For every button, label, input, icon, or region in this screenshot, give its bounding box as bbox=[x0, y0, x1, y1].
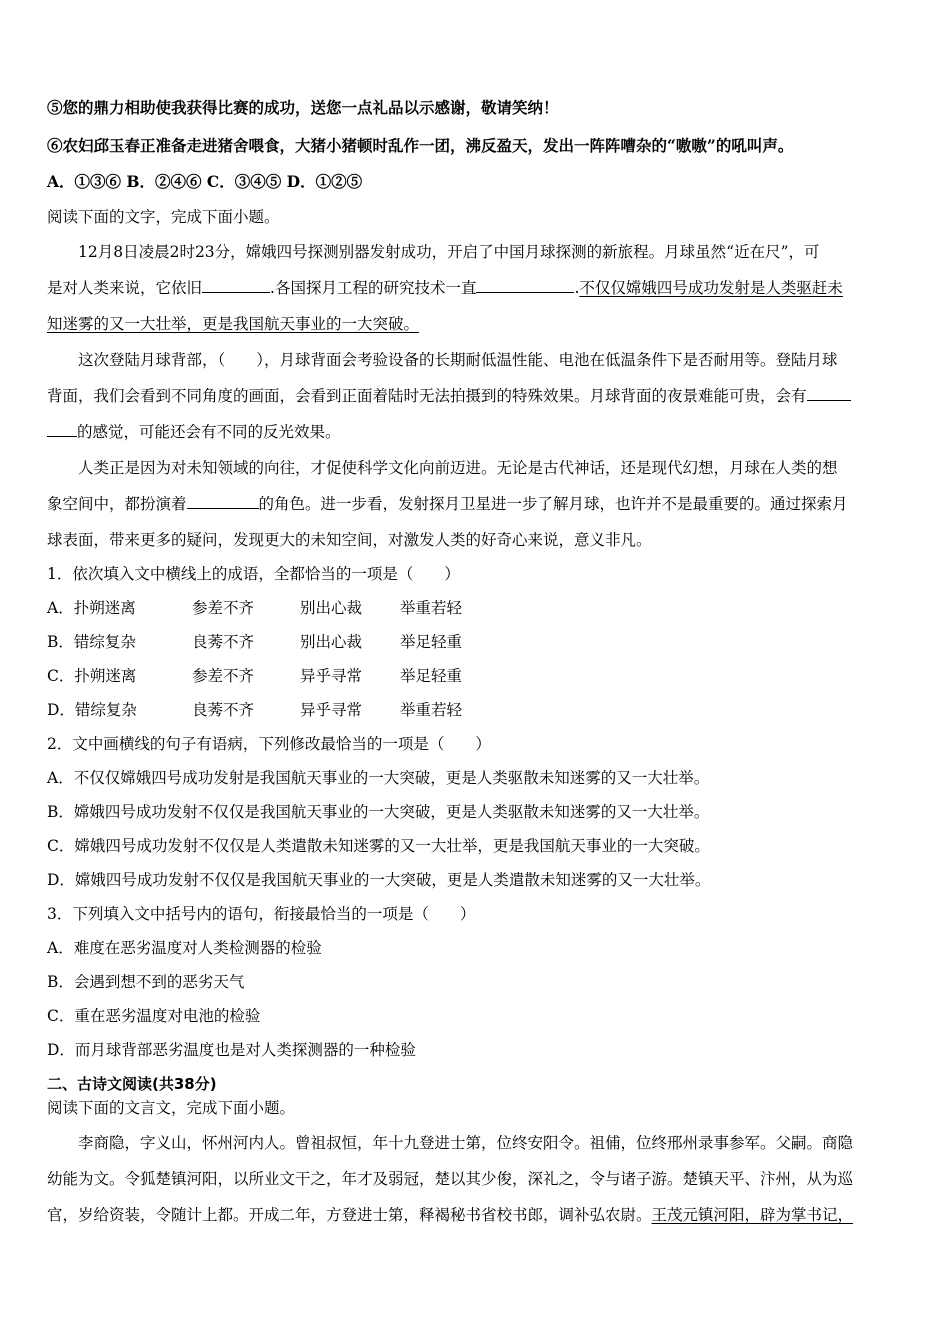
classical-line: 李商隐，字义山，怀州河内人。曾祖叔恒，年十九登进士第，位终安阳令。祖俌，位终邢州录事参军。父嗣。商隐 bbox=[78, 1134, 854, 1152]
item-6: ⑥农妇邱玉春正准备走进猪舍喂食，大猪小猪顿时乱作一团，沸反盈天，发出一阵阵嘈杂的“嗷嗷”的吼叫声。 bbox=[47, 136, 794, 155]
question-3-stem: 3．下列填入文中括号内的语句，衔接最恰当的一项是（ ） bbox=[47, 905, 476, 923]
reading-intro: 阅读下面的文字，完成下面小题。 bbox=[47, 208, 280, 226]
fill-blank bbox=[807, 384, 851, 401]
option-text: 参差不齐 bbox=[192, 599, 255, 617]
passage-line: 12月8日凌晨2时23分，嫦娥四号探测别器发射成功，开启了中国月球探测的新旅程。月球虽然“近在尺”，可 bbox=[78, 243, 820, 261]
passage-line: 球表面，带来更多的疑问，发现更大的未知空间，对激发人类的好奇心来说，意义非凡。 bbox=[47, 531, 652, 549]
question-2-option-c: C．嫦娥四号成功发射不仅仅是人类遣散未知迷雾的又一大壮举，更是我国航天事业的一大突破。 bbox=[47, 837, 710, 855]
passage-line: 人类正是因为对未知领域的向往，才促使科学文化向前迈进。无论是古代神话，还是现代幻想，月球在人类的想 bbox=[78, 459, 838, 477]
underlined-sentence: 不仅仅嫦娥四号成功发射是人类驱赶未 bbox=[579, 279, 843, 297]
option-text: 举重若轻 bbox=[400, 599, 463, 617]
option-text: 别出心裁 bbox=[300, 633, 363, 651]
question-3-option-a: A．难度在恶劣温度对人类检测器的检验 bbox=[47, 939, 322, 957]
question-1-stem: 1．依次填入文中横线上的成语，全都恰当的一项是（ ） bbox=[47, 565, 460, 583]
question-3-option-c: C．重在恶劣温度对电池的检验 bbox=[47, 1007, 261, 1025]
item-5: ⑤您的鼎力相助使我获得比赛的成功，送您一点礼品以示感谢，敬请笑纳！ bbox=[47, 98, 559, 117]
option-text: 异乎寻常 bbox=[300, 667, 363, 685]
option-text: 举足轻重 bbox=[400, 633, 463, 651]
passage-text: 背面，我们会看到不同角度的画面，会看到正面着陆时无法拍摄到的特殊效果。月球背面的夜景难能可贵，会有 bbox=[47, 387, 807, 405]
option-text: 异乎寻常 bbox=[300, 701, 363, 719]
passage-line bbox=[47, 312, 419, 336]
passage-text: 的感觉，可能还会有不同的反光效果。 bbox=[77, 423, 341, 441]
passage-text: 的角色。进一步看，发射探月卫星进一步了解月球，也许并不是最重要的。通过探索月 bbox=[258, 495, 848, 513]
section-intro: 阅读下面的文言文，完成下面小题。 bbox=[47, 1099, 296, 1117]
option-text: A．扑朔迷离 bbox=[47, 599, 136, 617]
passage-line bbox=[47, 384, 851, 408]
option-text: 举重若轻 bbox=[400, 701, 463, 719]
fill-blank bbox=[202, 276, 270, 293]
question-2-stem: 2．文中画横线的句子有语病，下列修改最恰当的一项是（ ） bbox=[47, 735, 491, 753]
question-1-option-b bbox=[47, 630, 462, 654]
option-text: 别出心裁 bbox=[300, 599, 363, 617]
option-text: C．扑朔迷离 bbox=[47, 667, 137, 685]
section-heading: 二、古诗文阅读(共38分) bbox=[47, 1075, 217, 1093]
classical-line bbox=[47, 1203, 853, 1227]
question-2-option-a: A．不仅仅嫦娥四号成功发射是我国航天事业的一大突破，更是人类驱散未知迷雾的又一大壮举。 bbox=[47, 769, 710, 787]
fill-blank bbox=[476, 276, 574, 293]
passage-text: . bbox=[574, 279, 580, 297]
option-text: D．错综复杂 bbox=[47, 701, 137, 719]
question-2-option-d: D．嫦娥四号成功发射不仅仅是我国航天事业的一大突破，更是人类遣散未知迷雾的又一大壮举。 bbox=[47, 871, 711, 889]
answer-choices: A．①③⑥ B．②④⑥ C．③④⑤ D．①②⑤ bbox=[47, 172, 363, 191]
option-text: 良莠不齐 bbox=[192, 701, 255, 719]
passage-text: 是对人类来说，它依旧 bbox=[47, 279, 203, 297]
option-text: 良莠不齐 bbox=[192, 633, 255, 651]
fill-blank bbox=[187, 492, 259, 509]
option-text: 参差不齐 bbox=[192, 667, 255, 685]
fill-blank bbox=[47, 420, 77, 437]
question-1-option-a bbox=[47, 596, 462, 620]
passage-line: 这次登陆月球背部，（ ），月球背面会考验设备的长期耐低温性能、电池在低温条件下是否耐用等。登陆月球 bbox=[78, 351, 838, 369]
passage-text: 象空间中，都扮演着 bbox=[47, 495, 187, 513]
underlined-sentence: 王茂元镇河阳，辟为掌书记， bbox=[651, 1206, 854, 1224]
question-3-option-d: D．而月球背部恶劣温度也是对人类探测器的一种检验 bbox=[47, 1041, 416, 1059]
passage-line bbox=[47, 276, 843, 300]
classical-text: 官，岁给资装，令随计上都。开成二年，方登进士第，释褐秘书省校书郎，调补弘农尉。 bbox=[47, 1206, 652, 1224]
passage-line bbox=[47, 492, 848, 516]
underlined-sentence: 知迷雾的又一大壮举，更是我国航天事业的一大突破。 bbox=[47, 315, 420, 333]
question-1-option-d bbox=[47, 698, 462, 722]
classical-line: 幼能为文。令狐楚镇河阳，以所业文干之，年才及弱冠，楚以其少俊，深礼之，令与诸子游。楚镇天平、汴州，从为巡 bbox=[47, 1170, 854, 1188]
passage-text: .各国探月工程的研究技术一直 bbox=[270, 279, 477, 297]
question-3-option-b: B．会遇到想不到的恶劣天气 bbox=[47, 973, 245, 991]
option-text: 举足轻重 bbox=[400, 667, 463, 685]
passage-line bbox=[47, 420, 341, 444]
question-2-option-b: B．嫦娥四号成功发射不仅仅是我国航天事业的一大突破，更是人类驱散未知迷雾的又一大壮举。 bbox=[47, 803, 710, 821]
question-1-option-c bbox=[47, 664, 462, 688]
option-text: B．错综复杂 bbox=[47, 633, 136, 651]
